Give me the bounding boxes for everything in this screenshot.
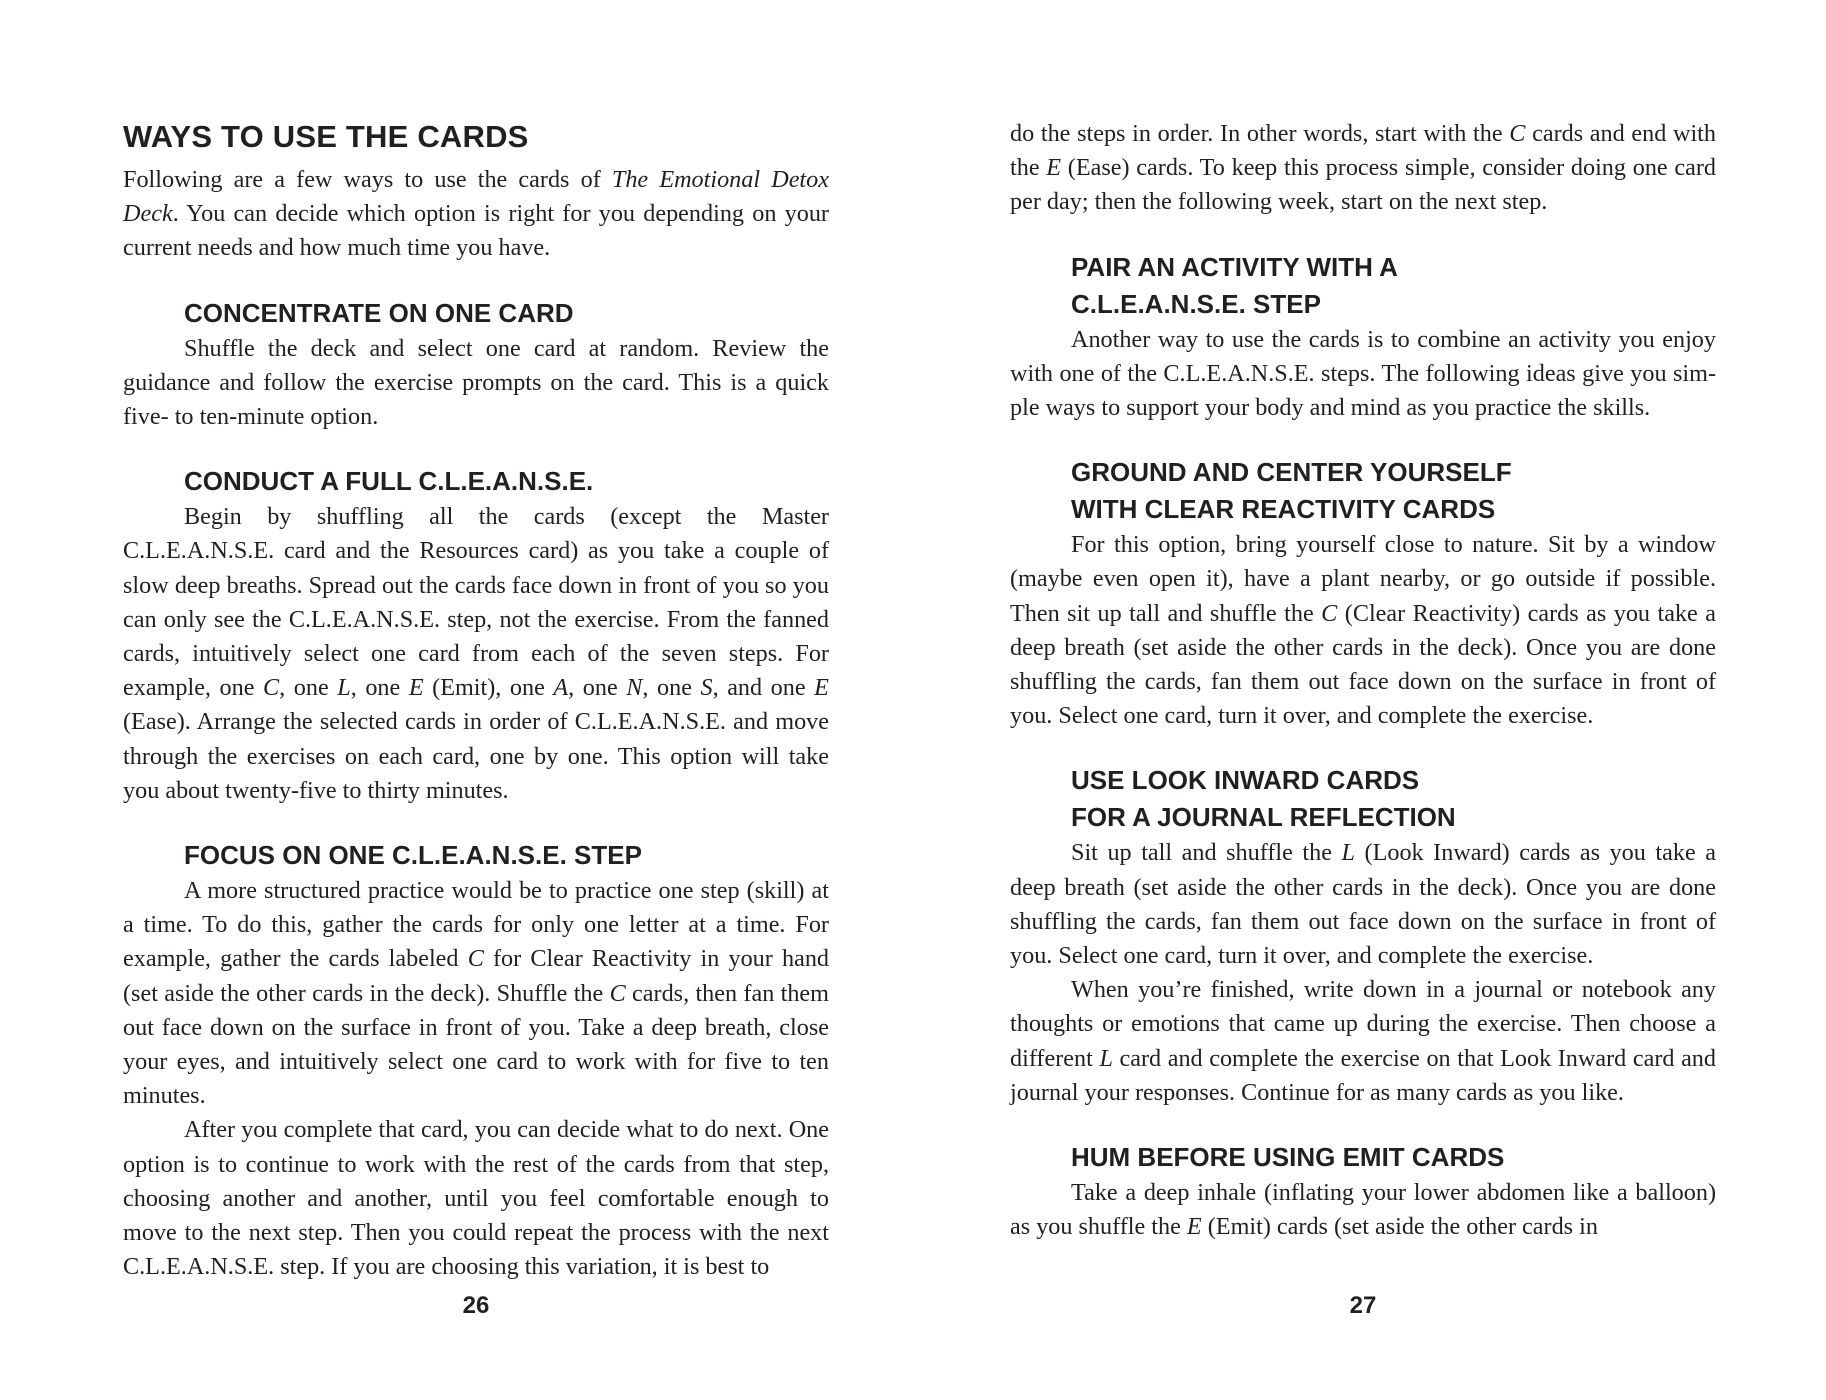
section-heading-look-inward: USE LOOK INWARD CARDS FOR A JOURNAL REFLECTION: [1071, 765, 1456, 833]
paragraph: Another way to use the cards is to combine an activity you enjoy with one of the C.L.E.A.N.S.E. steps. The following ideas give you simple ways to support your body and mind as you practice the skills.: [1010, 325, 1716, 422]
left-page: [123, 0, 829, 1400]
section-heading-pair-activity: PAIR AN ACTIVITY WITH A C.L.E.A.N.S.E. STEP: [1071, 251, 1398, 319]
left-column: [123, 117, 829, 1284]
section-heading-focus-step: FOCUS ON ONE C.L.E.A.N.S.E. STEP: [184, 840, 642, 871]
paragraph: Shuffle the deck and select one card at random. Review the guidance and follow the exercise prompts on the card. This is a quick five- to ten-minute option.: [123, 334, 829, 431]
section-heading-hum: HUM BEFORE USING EMIT CARDS: [1071, 1142, 1505, 1173]
right-page: [1010, 0, 1716, 1400]
paragraph: Take a deep inhale (inflating your lower abdomen like a balloon) as you shuffle the E (Emit) cards (set aside the other cards in: [1010, 1179, 1716, 1241]
paragraph: When you’re finished, write down in a journal or notebook any thoughts or emotions that came up during the exercise. Then choose a different L card and complete the exercise on that Look Inward card and journal your responses. Continue for as many cards as you like.: [1010, 976, 1716, 1106]
paragraph: A more structured practice would be to practice one step (skill) at a time. To do this, gather the cards for only one letter at a time. For example, gather the cards labeled C for Clear Reactivity in your hand (set aside the other cards in the deck). Shuffle the C cards, then fan them out face down on the surface in front of you. Take a deep breath, close your eyes, and intuitively select one card to work with for five to ten minutes.: [123, 877, 830, 1110]
page-number: 26: [462, 1292, 490, 1319]
right-column: [1010, 117, 1716, 1244]
page-title: WAYS TO USE THE CARDS: [123, 119, 529, 154]
section-heading-full-cleanse: CONDUCT A FULL C.L.E.A.N.S.E.: [184, 466, 594, 497]
intro-paragraph: Following are a few ways to use the cards of The Emotional Detox Deck. You can decide which option is right for you depending on your current needs and how much time you have.: [123, 166, 829, 262]
paragraph: Begin by shuffling all the cards (except the Master C.L.E.A.N.S.E. card and the Resources card) as you take a couple of slow deep breaths. Spread out the cards face down in front of you so you can only see the C.L.E.A.N.S.E. step, not the exercise. From the fanned cards, intuitively select one card from each of the seven steps. For example, one C, one L, one E (Emit), one A, one N, one S, and one E (Ease). Arrange the selected cards in order of C.L.E.A.N.S.E. and move through the exercises on each card, one by one. This option will take you about twenty-five to thirty minutes.: [123, 503, 829, 804]
paragraph: For this option, bring yourself close to nature. Sit by a window (maybe even open it), have a plant nearby, or go outside if possible. Then sit up tall and shuffle the C (Clear Reactivity) cards as you take a deep breath (set aside the other cards in the deck). Once you are done shuffling the cards, fan them out face down on the surface in front of you. Select one card, turn it over, and complete the exercise.: [1010, 531, 1716, 730]
section-heading-ground-center: GROUND AND CENTER YOURSELF WITH CLEAR REACTIVITY CARDS: [1071, 457, 1512, 525]
page-number: 27: [1349, 1292, 1377, 1319]
section-heading-concentrate: CONCENTRATE ON ONE CARD: [184, 297, 574, 328]
paragraph: After you complete that card, you can decide what to do next. One option is to continue to work with the rest of the cards from that step, choosing another and another, until you feel comfortable enough to move to the next step. Then you could repeat the process with the next C.L.E.A.N.S.E. step. If you are choosing this variation, it is best to: [123, 1116, 829, 1281]
continued-paragraph: do the steps in order. In other words, start with the C cards and end with the E (Ease) cards. To keep this process simple, consider doing one card per day; then the following week, start on the next step.: [1010, 120, 1716, 216]
paragraph: Sit up tall and shuffle the L (Look Inward) cards as you take a deep breath (set aside the other cards in the deck). Once you are done shuffling the cards, fan them out face down on the surface in front of you. Select one card, turn it over, and complete the exercise.: [1010, 839, 1716, 970]
